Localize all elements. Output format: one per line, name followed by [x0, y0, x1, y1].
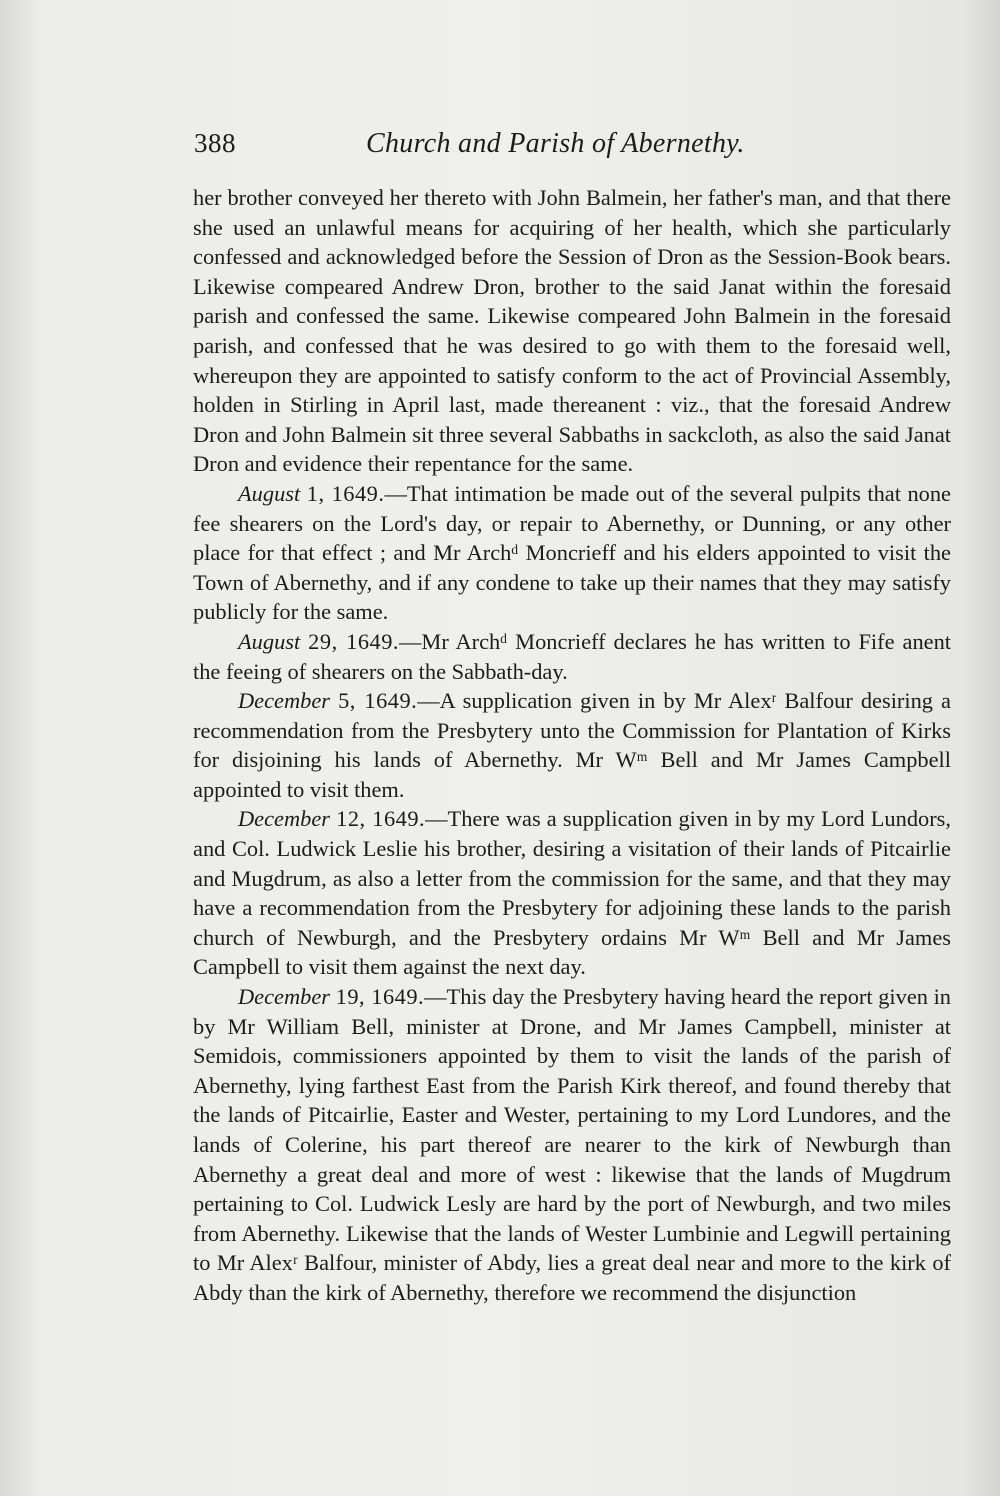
entry-text: —A supplication given in by Mr Alexʳ Balfour desiring a recommendation from the Presbytery unto the Commission for Plantation of Kirks for disjoining his lands of Abernethy. Mr Wᵐ Bell and Mr James Campbell appointed to visit them. [193, 688, 951, 802]
entry-month: August [238, 480, 301, 506]
entry-date: 12, 1649. [336, 806, 426, 832]
entry-text: —This day the Presbytery having heard the report given in by Mr William Bell, minister at Drone, and Mr James Campbell, minister at Semidois, commissioners appointed by them to visit the lands of the parish of Abernethy, lying farthest East from the Parish Kirk thereof, and found thereby that the lands of Pitcairlie, Easter and Wester, pertaining to my Lord Lundores, and the lands of Colerine, his part thereof are nearer to the kirk of Newburgh than Abernethy a great deal and more of west : likewise that the lands of Mugdrum pertaining to Col. Ludwick Lesly are hard by the port of Newburgh, and two miles from Abernethy. Likewise that the lands of Wester Lumbinie and Legwill pertaining to Mr Alexʳ Balfour, minister of Abdy, lies a great deal near and more to the kirk of Abdy than the kirk of Abernethy, therefore we recommend the disjunction [193, 984, 951, 1305]
entry-month: December [238, 984, 331, 1010]
entry-date: 29, 1649. [308, 628, 400, 654]
page-header [194, 128, 814, 168]
entry-paragraph [193, 479, 951, 627]
entry-paragraph [193, 627, 951, 686]
page-number: 388 [194, 128, 236, 158]
entry-paragraph [193, 804, 951, 982]
entry-paragraph [193, 686, 951, 804]
continuation-paragraph: her brother conveyed her thereto with John Balmein, her father's man, and that there she used an unlawful means for acquiring of her health, which she particularly confessed and acknowledged before the Session of Dron as the Session-Book bears. Likewise compeared Andrew Dron, brother to the said Janat within the foresaid parish and confessed the same. Likewise compeared John Balmein in the foresaid parish, and confessed that he was desired to go with them to the foresaid well, whereupon they are appointed to satisfy conform to the act of Provincial Assembly, holden in Stirling in April last, made thereanent : viz., that the foresaid Andrew Dron and John Balmein sit three several Sabbaths in sackcloth, as also the said Janat Dron and evidence their repentance for the same. [193, 185, 951, 477]
entry-month: August [238, 628, 301, 654]
entry-date: 1, 1649. [306, 480, 385, 506]
entry-date: 19, 1649. [335, 984, 425, 1010]
entry-text: —Mr Archᵈ Moncrieff declares he has written to Fife anent the feeing of shearers on the Sabbath-day. [193, 628, 951, 684]
running-title: Church and Parish of Abernethy. [366, 128, 745, 159]
body-text [193, 183, 951, 1308]
entry-text: —There was a supplication given in by my Lord Lundors, and Col. Ludwick Leslie his brother, desiring a visitation of their lands of Pitcairlie and Mugdrum, as also a letter from the commission for the same, and that they may have a recommendation from the Presbytery for adjoining these lands to the parish church of Newburgh, and the Presbytery ordains Mr Wᵐ Bell and Mr James Campbell to visit them against the next day. [193, 806, 951, 980]
entry-paragraph [193, 982, 951, 1308]
entry-month: December [238, 688, 331, 714]
entry-text: —That intimation be made out of the several pulpits that none fee shearers on the Lord's day, or repair to Abernethy, or Dunning, or any other place for that effect ; and Mr Archᵈ Moncrieff and his elders appointed to visit the Town of Abernethy, and if any condene to take up their names that they may satisfy publicly for the same. [193, 480, 951, 625]
entry-month: December [238, 806, 331, 832]
entry-date: 5, 1649. [338, 688, 418, 714]
